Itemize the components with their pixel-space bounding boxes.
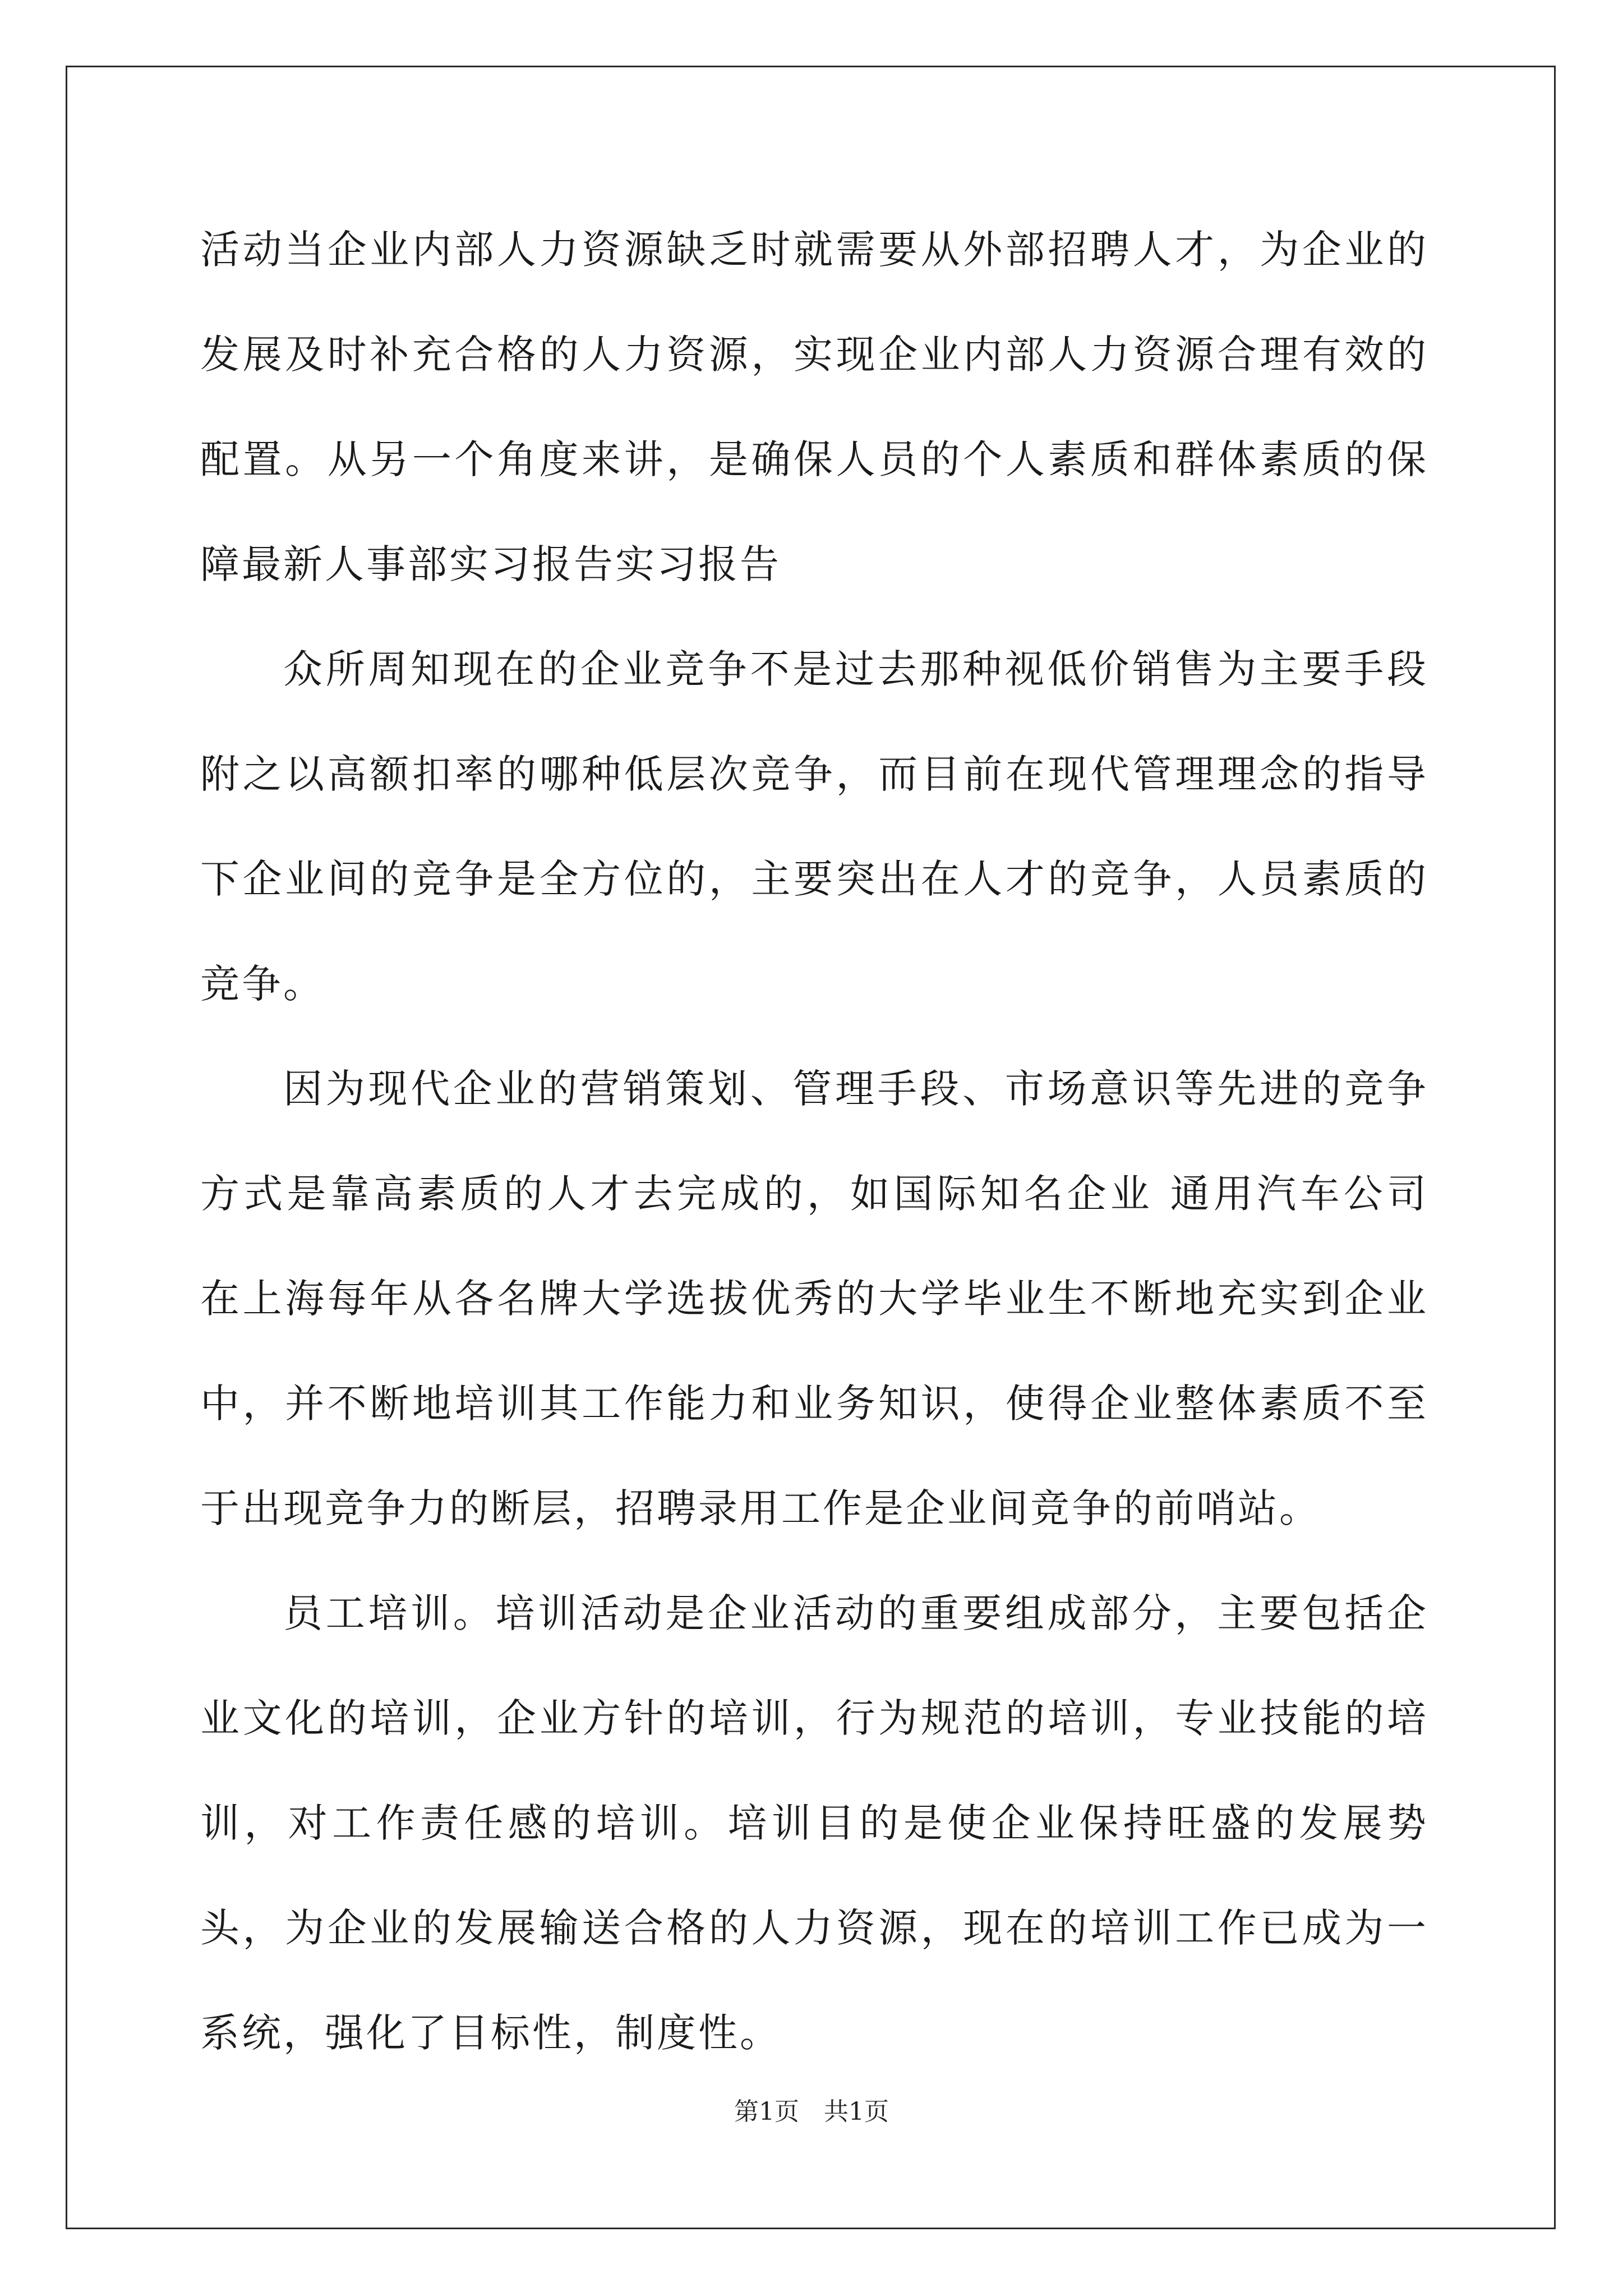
page-footer xyxy=(0,2095,1623,2129)
document-body xyxy=(200,197,1428,2086)
paragraph-1: 活动当企业内部人力资源缺乏时就需要从外部招聘人才，为企业的发展及时补充合格的人力资源，实现企业内部人力资源合理有效的配置。从另一个角度来讲，是确保人员的个人素质和群体素质的保障最新人事部实习报告实习报告 xyxy=(200,227,1428,587)
total-pages: 共1页 xyxy=(824,2097,889,2126)
paragraph-4: 员工培训。培训活动是企业活动的重要组成部分，主要包括企业文化的培训，企业方针的培训，行为规范的培训，专业技能的培训，对工作责任感的培训。培训目的是使企业保持旺盛的发展势头，为企业的发展输送合格的人力资源，现在的培训工作已成为一系统，强化了目标性，制度性。 xyxy=(200,1590,1428,2056)
paragraph-2: 众所周知现在的企业竞争不是过去那种视低价销售为主要手段附之以高额扣率的哪种低层次竞争，而目前在现代管理理念的指导下企业间的竞争是全方位的，主要突出在人才的竞争，人员素质的竞争。 xyxy=(200,646,1428,1007)
page-number: 第1页 xyxy=(734,2097,799,2126)
paragraph-3: 因为现代企业的营销策划、管理手段、市场意识等先进的竞争方式是靠高素质的人才去完成的，如国际知名企业 通用汽车公司 在上海每年从各名牌大学选拔优秀的大学毕业生不断地充实到企业中，并不断地培训其工作能力和业务知识，使得企业整体素质不至于出现竞争力的断层，招聘录用工作是企业间竞争的前哨站。 xyxy=(200,1066,1428,1531)
